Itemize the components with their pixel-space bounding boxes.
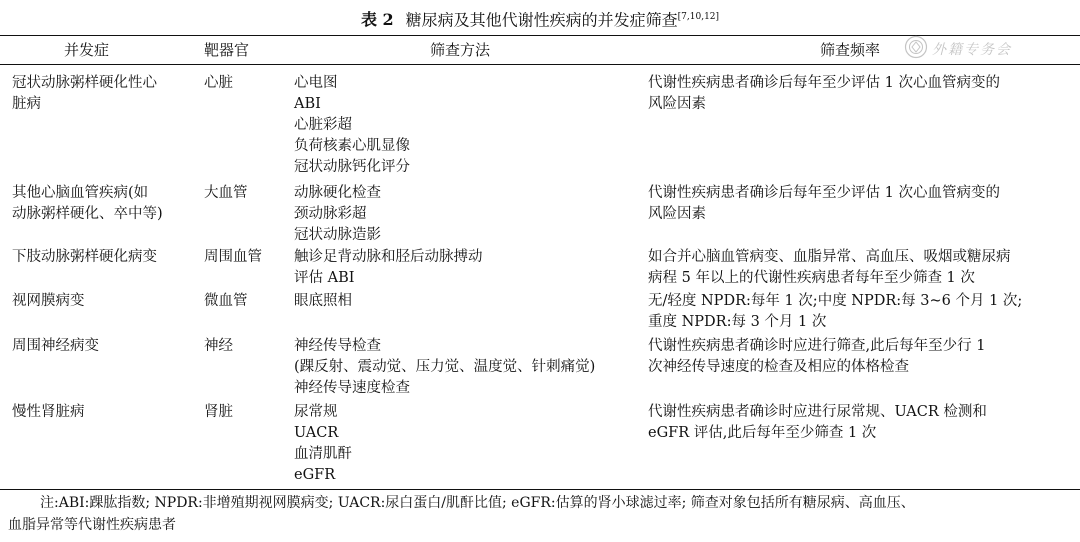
frequency-cell: 代谢性疾病患者确诊时应进行筛查,此后每年至少行 1 次神经传导速度的检查及相应的体格检查	[648, 338, 986, 375]
reference-markers: [7,10,12]	[677, 12, 720, 22]
header-complication: 并发症	[64, 41, 110, 59]
header-target-organ: 靶器官	[204, 41, 250, 59]
complication-cell: 视网膜病变	[12, 293, 85, 309]
complication-cell: 冠状动脉粥样硬化性心 脏病	[12, 75, 157, 112]
table-caption	[0, 6, 1080, 31]
organ-cell: 大血管	[204, 185, 248, 201]
watermark	[904, 36, 1012, 62]
header-rule	[0, 64, 1080, 65]
organ-cell: 肾脏	[204, 404, 233, 420]
complication-cell: 其他心脑血管疾病(如 动脉粥样硬化、卒中等)	[12, 185, 163, 222]
complication-cell: 慢性肾脏病	[12, 404, 85, 420]
header-frequency: 筛查频率	[820, 41, 881, 59]
note-line-1: 注:ABI:踝肱指数; NPDR:非增殖期视网膜病变; UACR:尿白蛋白/肌酐比值; eGFR:估算的肾小球滤过率; 筛查对象包括所有糖尿病、高血压、	[40, 495, 915, 511]
header-method: 筛查方法	[430, 41, 491, 59]
frequency-cell: 代谢性疾病患者确诊后每年至少评估 1 次心血管病变的 风险因素	[648, 75, 1000, 112]
method-cell: 动脉硬化检查 颈动脉彩超 冠状动脉造影	[294, 185, 381, 243]
table-title: 糖尿病及其他代谢性疾病的并发症筛查	[405, 10, 678, 30]
organ-cell: 心脏	[204, 75, 233, 91]
frequency-cell: 代谢性疾病患者确诊后每年至少评估 1 次心血管病变的 风险因素	[648, 185, 1000, 222]
organ-cell: 微血管	[204, 293, 248, 309]
organ-cell: 神经	[204, 338, 233, 354]
method-cell: 触诊足背动脉和胫后动脉搏动 评估 ABI	[294, 249, 483, 286]
table-number: 表 2	[360, 10, 394, 30]
note-line-2: 血脂异常等代谢性疾病患者	[8, 517, 176, 533]
table-note	[8, 492, 1072, 536]
frequency-cell: 无/轻度 NPDR:每年 1 次;中度 NPDR:每 3~6 个月 1 次; 重度 NPDR:每 3 个月 1 次	[648, 293, 1023, 330]
seal-logo-icon	[904, 35, 928, 63]
method-cell: 眼底照相	[294, 293, 352, 309]
method-cell: 神经传导检查 (踝反射、震动觉、压力觉、温度觉、针刺痛觉) 神经传导速度检查	[294, 338, 596, 396]
frequency-cell: 如合并心脑血管病变、血脂异常、高血压、吸烟或糖尿病 病程 5 年以上的代谢性疾病患者每年至少筛查 1 次	[648, 249, 1011, 286]
method-cell: 尿常规 UACR 血清肌酐 eGFR	[294, 404, 352, 483]
complication-cell: 下肢动脉粥样硬化病变	[12, 249, 157, 265]
method-cell: 心电图 ABI 心脏彩超 负荷核素心肌显像 冠状动脉钙化评分	[294, 75, 410, 175]
watermark-text: 外籍专务会	[932, 42, 1012, 58]
complication-cell: 周围神经病变	[12, 338, 99, 354]
table-bottom-rule	[0, 489, 1080, 490]
organ-cell: 周围血管	[204, 249, 262, 265]
frequency-cell: 代谢性疾病患者确诊时应进行尿常规、UACR 检测和 eGFR 评估,此后每年至少筛查 1 次	[648, 404, 987, 441]
